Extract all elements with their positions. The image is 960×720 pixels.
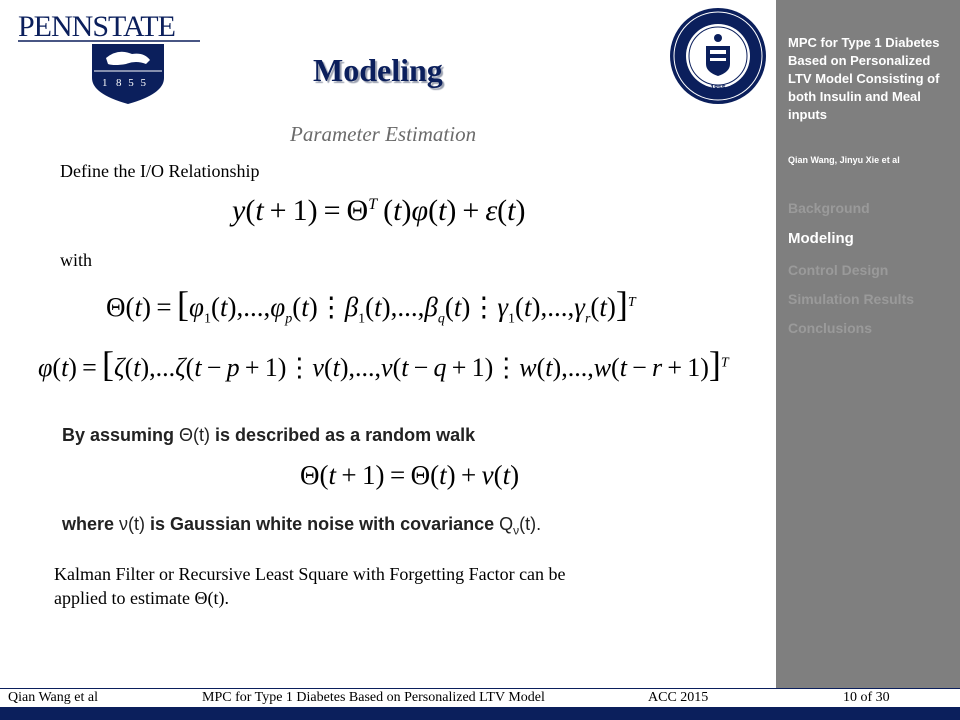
nav-item-conclusions[interactable]: Conclusions [788, 320, 873, 336]
sidebar-authors: Qian Wang, Jinyu Xie et al [788, 155, 900, 165]
nav-item-simulation-results[interactable]: Simulation Results [788, 291, 915, 307]
footer [0, 688, 960, 720]
nav-item-modeling[interactable]: Modeling [788, 230, 854, 247]
footer-author: Qian Wang et al [8, 690, 98, 705]
define-io-text: Define the I/O Relationship [60, 161, 260, 181]
svg-text:8 5 5: 8 5 5 [116, 77, 148, 89]
kalman-text-line2: applied to estimate Θ(t). [54, 588, 229, 608]
kalman-text-line1: Kalman Filter or Recursive Least Square with Forgetting Factor can be [54, 564, 566, 584]
with-text: with [60, 250, 93, 270]
noise-text: where ν(t) is Gaussian white noise with covariance $Q_\nu(t)$. [62, 514, 542, 538]
svg-text:1: 1 [102, 77, 108, 89]
equation-io: $y(t + 1) = \Theta^T$ (t)φ(t) + ε(t) [232, 194, 526, 227]
university-seal [668, 6, 768, 106]
page-title: Modeling [313, 52, 443, 88]
footer-bar [0, 688, 960, 708]
equation-phi: φ(t) = [ζ(t),...ζ(t − p + 1)⋮v(t),...,v(t − q + 1)⋮w(t),...,w(t − r + 1)]$^T$ [38, 344, 729, 384]
page-subtitle: Parameter Estimation [290, 122, 477, 146]
sidebar-title: MPC for Type 1 Diabetes Based on Personalized LTV Model Consisting of both Insulin and Meal inputs [788, 35, 940, 122]
footer-page-number: 10 of 30 [843, 690, 890, 705]
svg-text:PENNSTATE: PENNSTATE [18, 10, 175, 43]
nav-item-control-design[interactable]: Control Design [788, 262, 889, 278]
equation-random-walk: Θ(t + 1) = Θ(t) + ν(t) [300, 460, 520, 490]
footer-title: MPC for Type 1 Diabetes Based on Personalized LTV Model [202, 690, 545, 705]
svg-text:1855: 1855 [710, 85, 726, 92]
nav-item-background[interactable]: Background [788, 200, 870, 216]
pennstate-logo [14, 8, 204, 108]
random-walk-text: By assuming Θ(t) is described as a random walk [62, 425, 476, 445]
equation-theta: $\Theta(t) = [\varphi_1(t),...,\varphi_p(t)⋮\beta_1(t),...,\beta_q(t)⋮\gamma_1(t),...,\gamma_r(t)]^T$ [106, 284, 636, 327]
footer-venue: ACC 2015 [648, 690, 709, 705]
